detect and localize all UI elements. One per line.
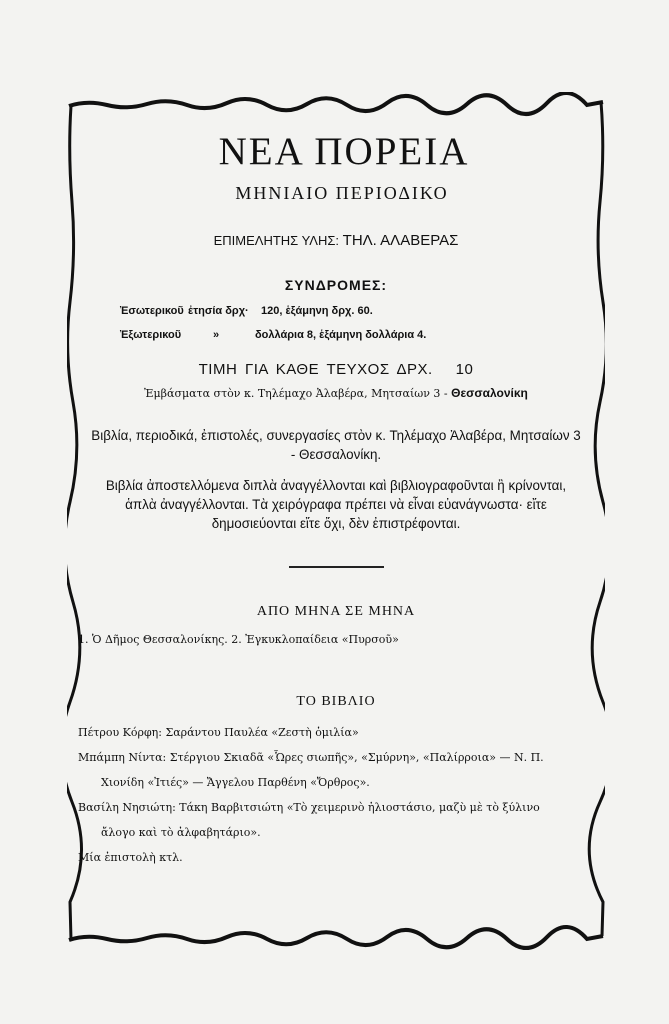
editor-name: ΤΗΛ. ΑΛΑΒΕΡΑΣ (342, 232, 459, 249)
subscription-period: ἐτησία δρχ· (188, 305, 249, 317)
book-entry-text: Πέτρου Κόρφη: Σαράντου Παυλέα «Ζεστὴ ὁμιλία» (78, 725, 359, 739)
remittance-text: Ἐμβάσματα στὸν κ. Τηλέμαχο Ἀλαβέρα, Μητσαίων 3 - (144, 387, 448, 400)
book-entry (78, 795, 585, 845)
journal-subtitle: ΜΗΝΙΑΙΟ ΠΕΡΙΟΔΙΚΟ (235, 183, 449, 203)
subscription-row (87, 329, 585, 341)
book-entry-text: Βασίλη Νησιώτη: Τάκη Βαρβιτσιώτη «Τὸ χειμερινὸ ἡλιοστάσιο, μαζὺ μὲ τὸ ξύλινο (78, 800, 540, 814)
book-entry-text: Μία ἐπιστολὴ κτλ. (78, 850, 183, 864)
editor-line (87, 232, 585, 249)
remittance-line (87, 386, 585, 400)
book-section-heading: ΤΟ ΒΙΒΛΙΟ (296, 693, 376, 709)
books-paragraph: Βιβλία ἀποστελλόμενα διπλὰ ἀναγγέλλονται καὶ βιβλιογραφοῦνται ἢ κρίνονται, ἁπλὰ ἀναγγέλλονται. Τὰ χειρόγραφα πρέπει νὰ εἶναι εὐανάγνωστα· εἴτε δημοσιεύονται εἴτε ὄχι, δὲν ἐπιστρέφονται. (105, 478, 567, 531)
book-entry-continuation: ἄλογο καὶ τὸ ἀλφαβητάριο». (101, 825, 261, 839)
book-entry (78, 745, 585, 795)
editor-label: ΕΠΙΜΕΛΗΤΗΣ ΥΛΗΣ: (213, 233, 340, 248)
decorative-frame (67, 92, 605, 950)
subscription-label: Ἐσωτερικοῦ (120, 305, 184, 317)
book-entry (78, 845, 585, 870)
issue-price: ΤΙΜΗ ΓΙΑ ΚΑΘΕ ΤΕΥΧΟΣ ΔΡΧ. 10 (198, 361, 474, 378)
book-entry-continuation: Χιονίδη «Ἰτιές» — Ἄγγελου Παρθένη «Ὄρθρος». (101, 775, 370, 789)
subscription-amount: δολλάρια 8, ἑξάμηνη δολλάρια 4. (255, 329, 427, 341)
subscription-row (87, 305, 585, 317)
book-entry (78, 720, 585, 745)
subscription-amount: 120, ἑξάμηνη δρχ. 60. (261, 305, 373, 317)
book-entries (78, 720, 585, 870)
month-section-item: 1. Ὁ Δῆμος Θεσσαλονίκης. 2. Ἐγκυκλοπαίδεια «Πυρσοῦ» (78, 632, 399, 646)
month-section-heading: ΑΠΟ ΜΗΝΑ ΣΕ ΜΗΝΑ (256, 603, 416, 619)
page-content (78, 122, 585, 870)
remittance-city: Θεσσαλονίκη (451, 386, 528, 400)
subscription-label: Ἐξωτερικοῦ (120, 329, 182, 341)
journal-title: ΝΕΑ ΠΟΡΕΙΑ (218, 130, 470, 173)
subscription-period: » (213, 329, 220, 341)
subscriptions-heading: ΣΥΝΔΡΟΜΕΣ: (284, 277, 388, 293)
section-divider (289, 566, 384, 568)
book-entry-text: Μπάμπη Νίντα: Στέργιου Σκιαδᾶ «Ὧρες σιωπῆς», «Σμύρνη», «Παλίρροια» — Ν. Π. (78, 750, 544, 764)
contributions-paragraph: Βιβλία, περιοδικά, ἐπιστολές, συνεργασίες στὸν κ. Τηλέμαχο Ἀλαβέρα, Μητσαίων 3 - Θεσσαλονίκη. (91, 428, 581, 462)
